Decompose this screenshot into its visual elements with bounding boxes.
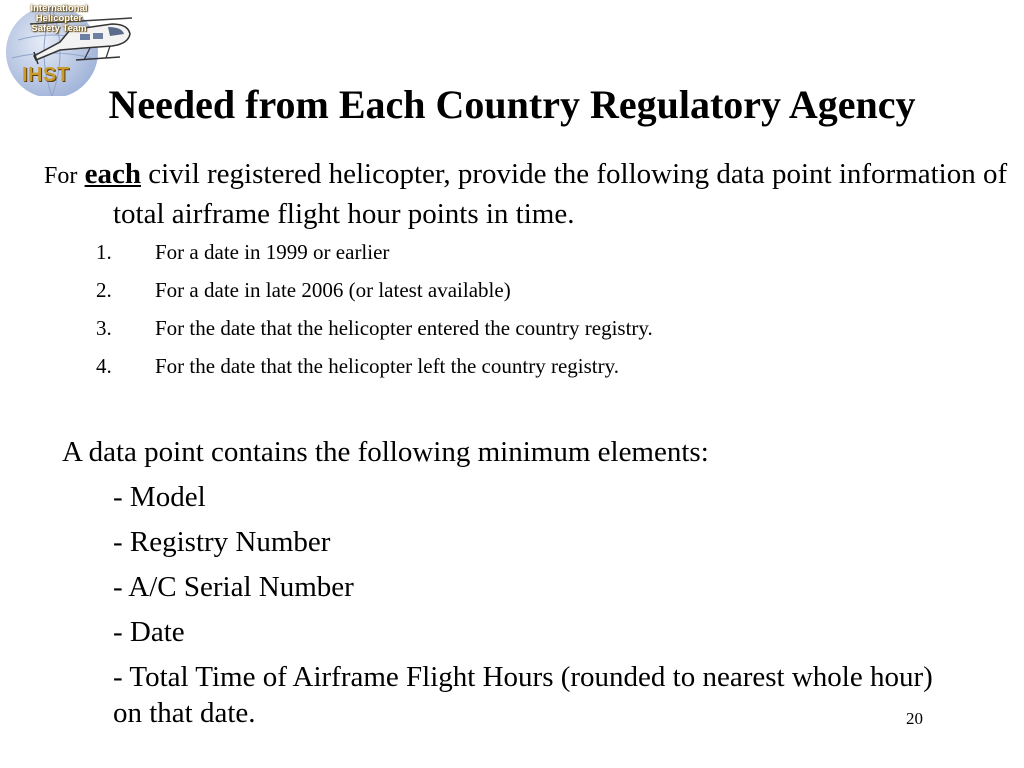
intro-paragraph bbox=[44, 155, 1024, 233]
list-item-number: 3. bbox=[96, 316, 112, 340]
list-item-number: 4. bbox=[96, 354, 112, 378]
list-item-text: For the date that the helicopter entered the country registry. bbox=[155, 316, 653, 340]
data-point-elements-list bbox=[113, 479, 933, 740]
slide-title: Needed from Each Country Regulatory Agency bbox=[108, 82, 916, 127]
data-point-intro: A data point contains the following minimum elements: bbox=[62, 436, 709, 468]
date-requirements-list bbox=[96, 236, 956, 388]
logo-abbrev: IHST bbox=[22, 64, 70, 86]
page-number: 20 bbox=[906, 709, 923, 728]
list-item-text: For the date that the helicopter left the country registry. bbox=[155, 354, 619, 378]
logo-line-2: Safety Team bbox=[31, 23, 87, 34]
element-item: - Model bbox=[113, 481, 206, 513]
logo-org-name bbox=[6, 4, 112, 34]
logo-line-1: International Helicopter bbox=[30, 3, 88, 24]
list-item bbox=[96, 274, 956, 312]
list-item bbox=[96, 236, 956, 274]
element-item: - Total Time of Airframe Flight Hours (rounded to nearest whole hour) on that date. bbox=[113, 661, 933, 729]
element-item: - Registry Number bbox=[113, 526, 331, 558]
element-item: - Date bbox=[113, 616, 185, 648]
list-item-number: 2. bbox=[96, 278, 112, 302]
list-item-number: 1. bbox=[96, 240, 112, 264]
intro-rest: civil registered helicopter, provide the following data point information of total airframe flight hour points in time. bbox=[113, 158, 1008, 230]
intro-prefix: For bbox=[44, 163, 78, 189]
list-item-text: For a date in 1999 or earlier bbox=[155, 240, 390, 264]
list-item bbox=[96, 350, 956, 388]
element-item: - A/C Serial Number bbox=[113, 571, 354, 603]
intro-emphasis: each bbox=[84, 158, 141, 190]
list-item-text: For a date in late 2006 (or latest available) bbox=[155, 278, 511, 302]
list-item bbox=[96, 312, 956, 350]
